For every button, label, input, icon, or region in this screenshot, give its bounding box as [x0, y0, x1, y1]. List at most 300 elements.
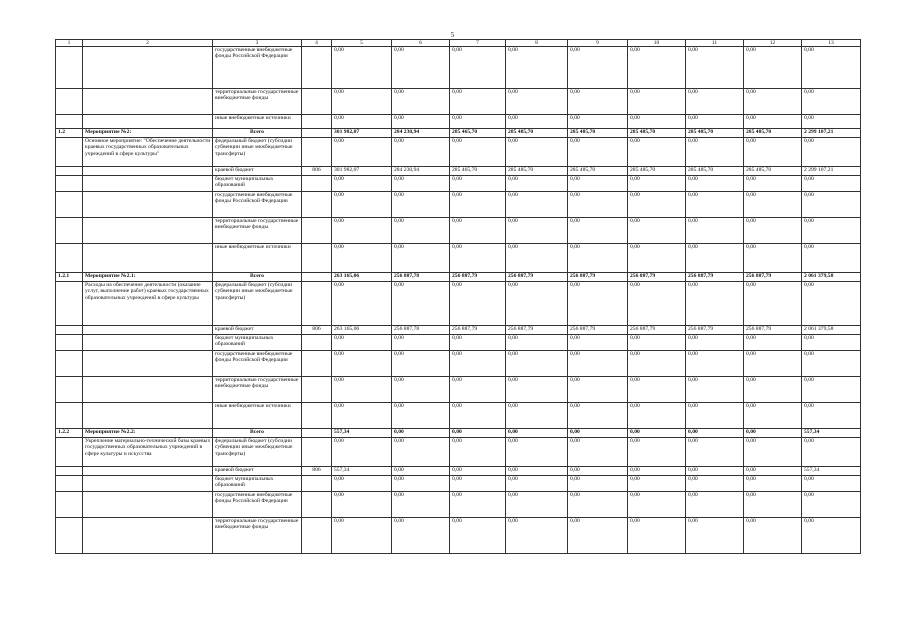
amount-cell: 0,00	[628, 115, 686, 129]
amount-cell: 0,00	[332, 89, 392, 115]
amount-cell: 0,00	[802, 492, 861, 518]
amount-cell: 557,34	[802, 429, 861, 438]
amount-cell: 285 485,70	[628, 167, 686, 176]
amount-cell: 0,00	[628, 438, 686, 467]
kbk-code-cell	[302, 476, 332, 492]
amount-cell: 0,00	[332, 244, 392, 273]
table-row	[56, 467, 861, 476]
amount-cell: 285 485,70	[744, 167, 802, 176]
table-row	[56, 129, 861, 138]
amount-cell: 0,00	[450, 429, 506, 438]
kbk-code-cell	[302, 218, 332, 244]
amount-cell: 0,00	[686, 429, 744, 438]
funding-source-cell: федеральный бюджет (субсидии субвенции иные межбюджетные трансферты)	[213, 138, 302, 167]
amount-cell: 0,00	[506, 282, 568, 326]
amount-cell: 0,00	[568, 335, 628, 351]
amount-cell: 0,00	[506, 467, 568, 476]
funding-source-cell: бюджет муниципальных образований	[213, 176, 302, 192]
measure-name-cell: Мероприятие №2.1:	[83, 273, 213, 282]
amount-cell: 0,00	[744, 377, 802, 403]
amount-cell: 0,00	[450, 47, 506, 89]
amount-cell: 0,00	[568, 244, 628, 273]
amount-cell: 256 887,79	[506, 326, 568, 335]
row-code-cell: 1.2.2	[56, 429, 83, 438]
budget-table	[55, 39, 861, 554]
table-row	[56, 244, 861, 273]
amount-cell: 0,00	[332, 335, 392, 351]
amount-cell: 256 887,79	[744, 326, 802, 335]
amount-cell: 285 485,70	[686, 129, 744, 138]
row-code-cell	[56, 492, 83, 518]
amount-cell: 263 165,06	[332, 273, 392, 282]
amount-cell: 2 061 379,58	[802, 273, 861, 282]
row-code-cell	[56, 518, 83, 554]
amount-cell: 0,00	[802, 438, 861, 467]
amount-cell: 0,00	[332, 351, 392, 377]
row-code-cell	[56, 192, 83, 218]
amount-cell: 284 230,94	[392, 129, 450, 138]
amount-cell: 0,00	[628, 467, 686, 476]
amount-cell: 0,00	[628, 282, 686, 326]
table-row	[56, 176, 861, 192]
amount-cell: 285 465,70	[450, 167, 506, 176]
row-code-cell	[56, 351, 83, 377]
amount-cell: 0,00	[802, 47, 861, 89]
measure-name-cell	[83, 476, 213, 492]
amount-cell: 0,00	[628, 335, 686, 351]
amount-cell: 0,00	[450, 282, 506, 326]
column-number: 12	[744, 40, 802, 47]
amount-cell: 557,34	[332, 429, 392, 438]
funding-source-cell: Всего	[213, 129, 302, 138]
row-code-cell	[56, 467, 83, 476]
amount-cell: 0,00	[686, 244, 744, 273]
row-code-cell	[56, 377, 83, 403]
amount-cell: 0,00	[744, 176, 802, 192]
column-number: 11	[686, 40, 744, 47]
amount-cell: 0,00	[628, 518, 686, 554]
amount-cell: 0,00	[568, 467, 628, 476]
amount-cell: 0,00	[506, 377, 568, 403]
amount-cell: 0,00	[450, 89, 506, 115]
amount-cell: 0,00	[802, 377, 861, 403]
amount-cell: 0,00	[506, 335, 568, 351]
amount-cell: 0,00	[392, 176, 450, 192]
amount-cell: 0,00	[686, 492, 744, 518]
amount-cell: 0,00	[450, 438, 506, 467]
amount-cell: 256 887,79	[628, 273, 686, 282]
funding-source-cell: краевой бюджет	[213, 467, 302, 476]
amount-cell: 0,00	[568, 89, 628, 115]
kbk-code-cell	[302, 377, 332, 403]
amount-cell: 0,00	[744, 467, 802, 476]
row-code-cell	[56, 138, 83, 167]
amount-cell: 0,00	[568, 218, 628, 244]
table-row	[56, 335, 861, 351]
column-number: 9	[568, 40, 628, 47]
kbk-code-cell	[302, 138, 332, 167]
amount-cell: 0,00	[506, 403, 568, 429]
row-code-cell	[56, 335, 83, 351]
amount-cell: 0,00	[744, 89, 802, 115]
measure-name-cell	[83, 244, 213, 273]
amount-cell: 0,00	[568, 429, 628, 438]
funding-source-cell: краевой бюджет	[213, 167, 302, 176]
funding-source-cell: бюджет муниципальных образований	[213, 335, 302, 351]
funding-source-cell: государственные внебюджетные фонды Российской Федерации	[213, 192, 302, 218]
amount-cell: 0,00	[744, 438, 802, 467]
amount-cell: 0,00	[392, 403, 450, 429]
amount-cell: 0,00	[802, 218, 861, 244]
funding-source-cell: федеральный бюджет (субсидии субвенции иные межбюджетные трансферты)	[213, 282, 302, 326]
amount-cell: 0,00	[392, 47, 450, 89]
amount-cell: 0,00	[506, 476, 568, 492]
amount-cell: 0,00	[392, 476, 450, 492]
amount-cell: 0,00	[744, 403, 802, 429]
table-row	[56, 429, 861, 438]
amount-cell: 0,00	[686, 176, 744, 192]
amount-cell: 0,00	[744, 115, 802, 129]
table-row	[56, 282, 861, 326]
amount-cell: 0,00	[450, 518, 506, 554]
table-row	[56, 89, 861, 115]
amount-cell: 0,00	[568, 351, 628, 377]
amount-cell: 0,00	[628, 89, 686, 115]
amount-cell: 0,00	[332, 47, 392, 89]
amount-cell: 0,00	[802, 138, 861, 167]
amount-cell: 256 887,79	[450, 273, 506, 282]
amount-cell: 0,00	[506, 518, 568, 554]
kbk-code-cell	[302, 273, 332, 282]
amount-cell: 0,00	[628, 138, 686, 167]
funding-source-cell: территориальные государственные внебюджетные фонды	[213, 218, 302, 244]
amount-cell: 0,00	[802, 244, 861, 273]
amount-cell: 0,00	[506, 351, 568, 377]
amount-cell: 0,00	[506, 492, 568, 518]
kbk-code-cell	[302, 176, 332, 192]
measure-name-cell	[83, 467, 213, 476]
amount-cell: 0,00	[744, 492, 802, 518]
amount-cell: 0,00	[506, 438, 568, 467]
amount-cell: 0,00	[506, 89, 568, 115]
amount-cell: 0,00	[686, 335, 744, 351]
measure-name-cell: Мероприятие №2.2:	[83, 429, 213, 438]
column-number: 13	[802, 40, 861, 47]
amount-cell: 0,00	[332, 492, 392, 518]
amount-cell: 0,00	[744, 138, 802, 167]
column-number: 6	[392, 40, 450, 47]
kbk-code-cell	[302, 192, 332, 218]
amount-cell: 0,00	[744, 351, 802, 377]
table-row	[56, 403, 861, 429]
amount-cell: 301 982,07	[332, 167, 392, 176]
kbk-code-cell	[302, 282, 332, 326]
amount-cell: 0,00	[686, 282, 744, 326]
amount-cell: 256 887,79	[568, 326, 628, 335]
column-number: 1	[56, 40, 83, 47]
measure-name-cell: Расходы на обеспечение деятельности (оказание услуг, выполнение работ) краевых государственных образовательных учреждений в сфере культуры	[83, 282, 213, 326]
funding-source-cell: иные внебюджетные источники	[213, 403, 302, 429]
amount-cell: 0,00	[450, 492, 506, 518]
kbk-code-cell: 806	[302, 326, 332, 335]
amount-cell: 0,00	[450, 351, 506, 377]
column-number-row	[56, 40, 861, 47]
amount-cell: 0,00	[802, 335, 861, 351]
amount-cell: 0,00	[628, 476, 686, 492]
amount-cell: 0,00	[686, 476, 744, 492]
amount-cell: 0,00	[392, 351, 450, 377]
amount-cell: 0,00	[392, 377, 450, 403]
funding-source-cell: государственные внебюджетные фонды Российской Федерации	[213, 47, 302, 89]
amount-cell: 0,00	[744, 335, 802, 351]
row-code-cell	[56, 403, 83, 429]
table-row	[56, 167, 861, 176]
amount-cell: 0,00	[628, 403, 686, 429]
amount-cell: 0,00	[506, 115, 568, 129]
measure-name-cell	[83, 115, 213, 129]
kbk-code-cell	[302, 115, 332, 129]
measure-name-cell	[83, 403, 213, 429]
amount-cell: 2 299 107,21	[802, 167, 861, 176]
row-code-cell	[56, 89, 83, 115]
amount-cell: 0,00	[568, 192, 628, 218]
amount-cell: 0,00	[506, 176, 568, 192]
amount-cell: 0,00	[744, 218, 802, 244]
amount-cell: 0,00	[392, 518, 450, 554]
amount-cell: 0,00	[506, 138, 568, 167]
amount-cell: 0,00	[686, 138, 744, 167]
amount-cell: 285 485,70	[686, 167, 744, 176]
row-code-cell	[56, 176, 83, 192]
amount-cell: 0,00	[744, 429, 802, 438]
row-code-cell	[56, 438, 83, 467]
amount-cell: 285 485,70	[568, 167, 628, 176]
page-number: 5	[450, 31, 455, 39]
table-row	[56, 273, 861, 282]
amount-cell: 0,00	[568, 492, 628, 518]
amount-cell: 285 485,70	[506, 167, 568, 176]
row-code-cell	[56, 326, 83, 335]
amount-cell: 0,00	[568, 115, 628, 129]
amount-cell: 0,00	[568, 176, 628, 192]
amount-cell: 0,00	[568, 438, 628, 467]
amount-cell: 2 299 107,21	[802, 129, 861, 138]
amount-cell: 0,00	[802, 282, 861, 326]
funding-source-cell: Всего	[213, 429, 302, 438]
amount-cell: 0,00	[332, 282, 392, 326]
funding-source-cell: государственные внебюджетные фонды Российской Федерации	[213, 351, 302, 377]
amount-cell: 557,34	[332, 467, 392, 476]
amount-cell: 0,00	[450, 176, 506, 192]
measure-name-cell	[83, 351, 213, 377]
column-number: 4	[302, 40, 332, 47]
amount-cell: 256 887,79	[506, 273, 568, 282]
amount-cell: 0,00	[628, 192, 686, 218]
measure-name-cell	[83, 192, 213, 218]
row-code-cell	[56, 282, 83, 326]
amount-cell: 263 165,06	[332, 326, 392, 335]
amount-cell: 0,00	[332, 438, 392, 467]
amount-cell: 0,00	[392, 192, 450, 218]
amount-cell: 0,00	[450, 377, 506, 403]
amount-cell: 0,00	[450, 244, 506, 273]
row-code-cell: 1.2	[56, 129, 83, 138]
amount-cell: 0,00	[628, 176, 686, 192]
amount-cell: 0,00	[686, 438, 744, 467]
column-number: 3	[213, 40, 302, 47]
kbk-code-cell	[302, 129, 332, 138]
amount-cell: 256 887,79	[686, 273, 744, 282]
funding-source-cell: бюджет муниципальных образований	[213, 476, 302, 492]
amount-cell: 0,00	[332, 176, 392, 192]
amount-cell: 0,00	[392, 429, 450, 438]
amount-cell: 285 465,70	[450, 129, 506, 138]
amount-cell: 0,00	[450, 335, 506, 351]
amount-cell: 0,00	[392, 115, 450, 129]
measure-name-cell	[83, 218, 213, 244]
kbk-code-cell: 806	[302, 467, 332, 476]
amount-cell: 285 485,70	[628, 129, 686, 138]
table-row	[56, 351, 861, 377]
measure-name-cell	[83, 89, 213, 115]
measure-name-cell	[83, 518, 213, 554]
amount-cell: 0,00	[392, 244, 450, 273]
table-row	[56, 326, 861, 335]
amount-cell: 0,00	[802, 518, 861, 554]
amount-cell: 285 485,70	[568, 129, 628, 138]
amount-cell: 0,00	[802, 351, 861, 377]
measure-name-cell	[83, 335, 213, 351]
amount-cell: 256 887,78	[392, 326, 450, 335]
funding-source-cell: территориальные государственные внебюджетные фонды	[213, 89, 302, 115]
amount-cell: 0,00	[628, 429, 686, 438]
measure-name-cell	[83, 492, 213, 518]
table-row	[56, 438, 861, 467]
row-code-cell	[56, 115, 83, 129]
amount-cell: 0,00	[392, 138, 450, 167]
table-row	[56, 218, 861, 244]
column-number: 2	[83, 40, 213, 47]
amount-cell: 0,00	[628, 244, 686, 273]
kbk-code-cell	[302, 89, 332, 115]
amount-cell: 0,00	[686, 192, 744, 218]
amount-cell: 0,00	[686, 403, 744, 429]
amount-cell: 0,00	[392, 492, 450, 518]
amount-cell: 0,00	[686, 115, 744, 129]
row-code-cell	[56, 47, 83, 89]
amount-cell: 0,00	[628, 351, 686, 377]
amount-cell: 0,00	[802, 176, 861, 192]
amount-cell: 0,00	[450, 192, 506, 218]
amount-cell: 0,00	[392, 282, 450, 326]
amount-cell: 0,00	[686, 377, 744, 403]
amount-cell: 256 887,79	[686, 326, 744, 335]
amount-cell: 0,00	[744, 192, 802, 218]
amount-cell: 285 485,70	[506, 129, 568, 138]
amount-cell: 0,00	[450, 403, 506, 429]
amount-cell: 0,00	[686, 47, 744, 89]
amount-cell: 0,00	[744, 518, 802, 554]
amount-cell: 301 982,07	[332, 129, 392, 138]
amount-cell: 0,00	[686, 218, 744, 244]
amount-cell: 0,00	[686, 518, 744, 554]
amount-cell: 0,00	[450, 476, 506, 492]
funding-source-cell: Всего	[213, 273, 302, 282]
table-row	[56, 138, 861, 167]
amount-cell: 0,00	[568, 518, 628, 554]
funding-source-cell: иные внебюджетные источники	[213, 244, 302, 273]
measure-name-cell: Основное мероприятие: "Обеспечение деятельности краевых государственных образовательных учреждений в сфере культуры"	[83, 138, 213, 167]
kbk-code-cell	[302, 351, 332, 377]
amount-cell: 0,00	[686, 351, 744, 377]
amount-cell: 0,00	[628, 492, 686, 518]
amount-cell: 0,00	[332, 518, 392, 554]
measure-name-cell: Мероприятие №2:	[83, 129, 213, 138]
table-row	[56, 192, 861, 218]
amount-cell: 0,00	[686, 89, 744, 115]
amount-cell: 0,00	[392, 89, 450, 115]
amount-cell: 0,00	[744, 244, 802, 273]
column-number: 10	[628, 40, 686, 47]
kbk-code-cell	[302, 335, 332, 351]
measure-name-cell	[83, 47, 213, 89]
amount-cell: 0,00	[392, 218, 450, 244]
amount-cell: 0,00	[450, 138, 506, 167]
amount-cell: 256 887,79	[568, 273, 628, 282]
funding-source-cell: иные внебюджетные источники	[213, 115, 302, 129]
amount-cell: 0,00	[568, 377, 628, 403]
amount-cell: 0,00	[628, 377, 686, 403]
table-row	[56, 476, 861, 492]
amount-cell: 256 887,79	[744, 273, 802, 282]
amount-cell: 2 061 379,58	[802, 326, 861, 335]
amount-cell: 0,00	[568, 403, 628, 429]
amount-cell: 0,00	[802, 192, 861, 218]
amount-cell: 0,00	[568, 138, 628, 167]
table-row	[56, 492, 861, 518]
measure-name-cell: Укрепление материально-технической базы краевых государственных образовательных учреждений в сфере культуры и искусства	[83, 438, 213, 467]
amount-cell: 0,00	[568, 47, 628, 89]
amount-cell: 0,00	[392, 467, 450, 476]
amount-cell: 256 887,79	[628, 326, 686, 335]
funding-source-cell: территориальные государственные внебюджетные фонды	[213, 518, 302, 554]
table-row	[56, 47, 861, 89]
funding-source-cell: федеральный бюджет (субсидии субвенции иные межбюджетные трансферты)	[213, 438, 302, 467]
amount-cell: 0,00	[332, 192, 392, 218]
measure-name-cell	[83, 326, 213, 335]
funding-source-cell: территориальные государственные внебюджетные фонды	[213, 377, 302, 403]
row-code-cell	[56, 167, 83, 176]
amount-cell: 0,00	[332, 377, 392, 403]
kbk-code-cell	[302, 244, 332, 273]
kbk-code-cell: 806	[302, 167, 332, 176]
column-number: 7	[450, 40, 506, 47]
column-number: 5	[332, 40, 392, 47]
amount-cell: 0,00	[332, 476, 392, 492]
amount-cell: 0,00	[628, 47, 686, 89]
kbk-code-cell	[302, 403, 332, 429]
amount-cell: 0,00	[568, 282, 628, 326]
measure-name-cell	[83, 167, 213, 176]
amount-cell: 0,00	[802, 403, 861, 429]
kbk-code-cell	[302, 492, 332, 518]
amount-cell: 285 485,70	[744, 129, 802, 138]
amount-cell: 0,00	[332, 218, 392, 244]
amount-cell: 0,00	[506, 192, 568, 218]
row-code-cell	[56, 244, 83, 273]
amount-cell: 0,00	[744, 476, 802, 492]
amount-cell: 0,00	[568, 476, 628, 492]
